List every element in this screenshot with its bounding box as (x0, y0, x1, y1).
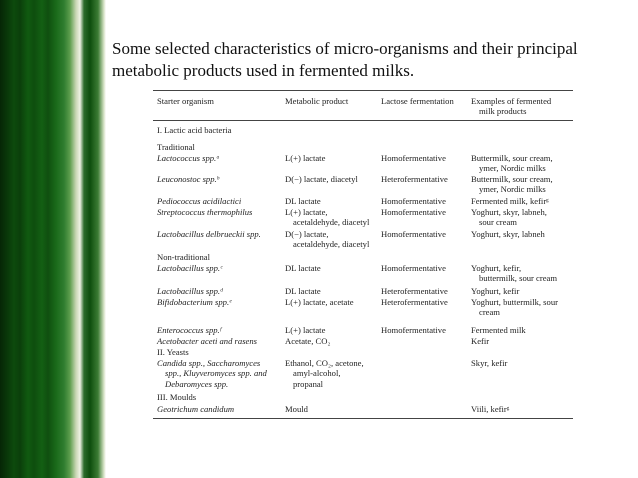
slide-title-line-2: metabolic products used in fermented milks. (112, 61, 415, 80)
lactose-fermentation: Homofermentative (381, 229, 446, 239)
lactose-fermentation: Heterofermentative (381, 297, 448, 307)
header-starter-organism: Starter organism (157, 96, 214, 106)
example-products-cont: ymer, Nordic milks (479, 184, 546, 195)
header-examples-line-1: Examples of fermented (471, 96, 552, 106)
example-products: Yoghurt, skyr, labneh, (471, 207, 547, 217)
slide-title (112, 38, 612, 82)
organism-name: Leuconostoc spp.ᵇ (157, 174, 219, 184)
metabolic-product-cont-2: propanal (293, 378, 324, 389)
organism-name-cont-2: Debaromyces spp. (165, 378, 229, 389)
example-products-cont: buttermilk, sour cream (479, 273, 558, 284)
header-metabolic-product: Metabolic product (285, 96, 349, 106)
organism-name: Bifidobacterium spp.ᵉ (157, 297, 232, 307)
example-products: Kefir (471, 336, 490, 346)
decorative-sidebar (0, 0, 106, 478)
slide-title-line-1: Some selected characteristics of micro-organisms and their principal (112, 39, 578, 58)
example-products-cont: ymer, Nordic milks (479, 163, 546, 174)
organism-name: Geotrichum candidum (157, 404, 235, 414)
metabolic-product: DL lactate (285, 263, 321, 273)
organism-name: Streptococcus thermophilus (157, 207, 253, 217)
metabolic-product: L(+) lactate (285, 325, 326, 335)
metabolic-product: L(+) lactate (285, 153, 326, 163)
metabolic-product: DL lactate (285, 196, 321, 206)
organism-name: Lactobacillus spp.ᶜ (157, 263, 223, 273)
example-products: Yoghurt, skyr, labneh (471, 229, 545, 239)
organism-name: Lactococcus spp.ᵃ (157, 153, 220, 163)
example-products: Yoghurt, buttermilk, sour (471, 297, 558, 307)
example-products-cont: cream (479, 307, 500, 318)
lactose-fermentation: Homofermentative (381, 325, 446, 335)
metabolic-product: D(−) lactate, (285, 229, 329, 239)
organism-name: Enterococcus spp.ᶠ (157, 325, 222, 335)
metabolic-product-cont: acetaldehyde, diacetyl (293, 217, 370, 228)
lactose-fermentation: Heterofermentative (381, 174, 448, 184)
example-products: Fermented milk, kefirᵍ (471, 196, 549, 206)
header-examples-line-2: milk products (479, 106, 527, 117)
example-products: Yoghurt, kefir, (471, 263, 522, 273)
lactose-fermentation: Homofermentative (381, 207, 446, 217)
table-top-rule (153, 90, 573, 91)
metabolic-product: DL lactate (285, 286, 321, 296)
section-yeasts: II. Yeasts (157, 347, 189, 357)
metabolic-product: Acetate, CO₂ (285, 336, 331, 346)
example-products: Buttermilk, sour cream, (471, 174, 553, 184)
example-products: Viili, kefirᵍ (471, 404, 510, 414)
metabolic-product: Mould (285, 404, 308, 414)
table-header-rule (153, 120, 573, 121)
section-lactic-acid-bacteria: I. Lactic acid bacteria (157, 125, 232, 135)
characteristics-table (153, 90, 573, 420)
metabolic-product: Ethanol, CO₂, acetone, (285, 358, 364, 368)
metabolic-product: L(+) lactate, (285, 207, 328, 217)
metabolic-product: L(+) lactate, acetate (285, 297, 354, 307)
example-products: Yoghurt, kefir (471, 286, 520, 296)
example-products: Fermented milk (471, 325, 526, 335)
section-non-traditional: Non-traditional (157, 252, 210, 262)
example-products-cont: sour cream (479, 217, 517, 228)
organism-name: Lactobacillus spp.ᵈ (157, 286, 223, 296)
example-products: Buttermilk, sour cream, (471, 153, 553, 163)
metabolic-product-cont: amyl-alcohol, (293, 368, 341, 379)
organism-name: Acetobacter aceti and rasens (157, 336, 257, 346)
lactose-fermentation: Heterofermentative (381, 286, 448, 296)
lactose-fermentation: Homofermentative (381, 196, 446, 206)
table-bottom-rule (153, 418, 573, 419)
header-lactose-fermentation: Lactose fermentation (381, 96, 454, 106)
organism-name-cont: spp., Kluyveromyces spp. and (165, 368, 267, 379)
header-examples (471, 96, 551, 117)
section-moulds: III. Moulds (157, 392, 197, 402)
organism-name: Pediococcus acidilactici (157, 196, 242, 206)
organism-name: Lactobacillus delbrueckii spp. (157, 229, 261, 239)
lactose-fermentation: Homofermentative (381, 153, 446, 163)
organism-name: Candida spp., Saccharomyces (157, 358, 261, 368)
example-products: Skyr, kefir (471, 358, 508, 368)
metabolic-product: D(−) lactate, diacetyl (285, 174, 358, 184)
section-traditional: Traditional (157, 142, 195, 152)
metabolic-product-cont: acetaldehyde, diacetyl (293, 239, 370, 250)
lactose-fermentation: Homofermentative (381, 263, 446, 273)
